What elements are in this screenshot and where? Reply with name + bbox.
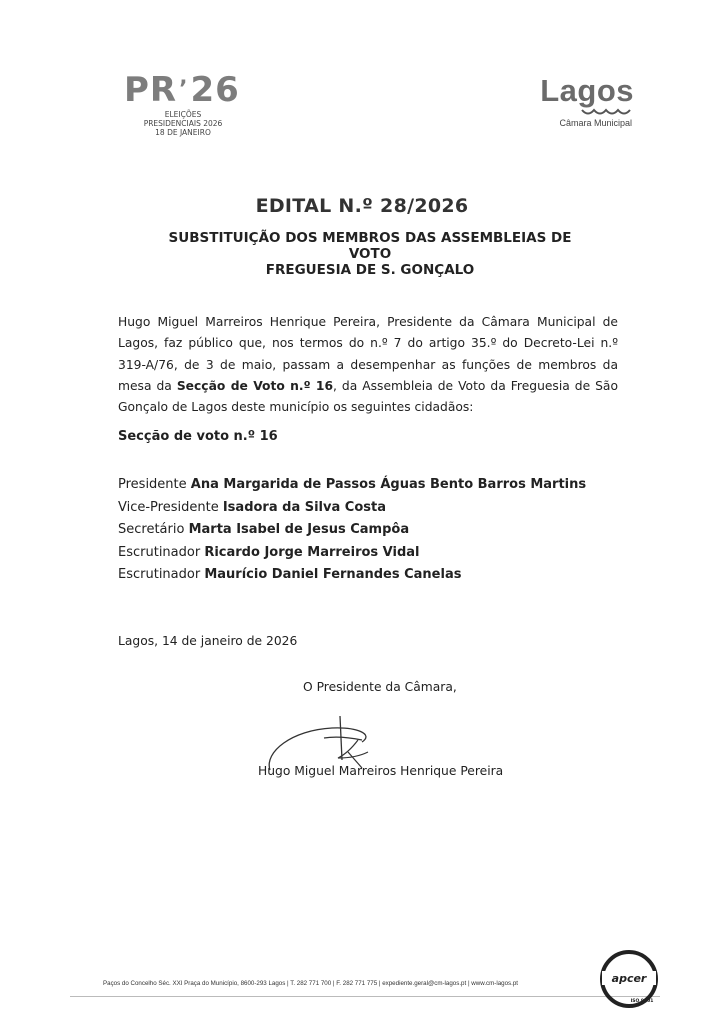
wave-icon xyxy=(580,107,636,117)
body-text-part1: Hugo Miguel Marreiros Henrique Pereira, Presidente da Câmara Municipal de Lagos, faz público que, nos termos do n.º 7 do artigo 35.º do Decreto-Lei n.º 319-A/76, de 3 de maio, passam a desempenhar as funções de membros da mesa da xyxy=(118,315,618,393)
document-title: EDITAL N.º 28/2026 xyxy=(255,195,469,217)
apcer-seal-icon xyxy=(596,948,662,1010)
municipality-logo-subtitle: Câmara Municipal xyxy=(559,118,632,128)
member-name: Ricardo Jorge Marreiros Vidal xyxy=(204,544,420,560)
body-paragraph xyxy=(118,312,618,418)
election-logo-line2: PRESIDENCIAIS 2026 xyxy=(143,119,223,128)
body-text-bold: Secção de Voto n.º 16 xyxy=(176,378,334,393)
election-logo-mark xyxy=(124,70,240,110)
election-logo-line3: 18 DE JANEIRO xyxy=(155,128,211,137)
document-subtitle xyxy=(140,230,600,278)
member-role: Escrutinador xyxy=(118,544,201,560)
election-logo-apostrophe: ’ xyxy=(179,77,189,102)
member-name: Isadora da Silva Costa xyxy=(222,499,386,515)
member-name: Ana Margarida de Passos Águas Bento Barros Martins xyxy=(190,477,587,492)
member-name: Marta Isabel de Jesus Campôa xyxy=(188,522,410,537)
signatory-name: Hugo Miguel Marreiros Henrique Pereira xyxy=(258,764,504,778)
subtitle-line-2: VOTO xyxy=(348,246,392,262)
closing-line: O Presidente da Câmara, xyxy=(303,680,457,694)
member-row xyxy=(118,497,586,520)
municipality-logo-word: Lagos xyxy=(540,73,634,108)
member-row xyxy=(118,542,586,565)
subtitle-line-1: SUBSTITUIÇÃO DOS MEMBROS DAS ASSEMBLEIAS DE xyxy=(168,230,572,246)
members-list xyxy=(118,474,586,587)
member-role: Secretário xyxy=(118,522,185,537)
member-role: Presidente xyxy=(118,477,187,492)
election-logo-pr: PR xyxy=(124,70,178,110)
election-logo-line1: ELEIÇÕES xyxy=(164,110,202,119)
member-row xyxy=(118,564,586,587)
apcer-seal-text: apcer xyxy=(611,972,647,985)
member-name: Maurício Daniel Fernandes Canelas xyxy=(204,567,462,582)
election-logo-number: 26 xyxy=(190,70,240,110)
member-row xyxy=(118,474,586,497)
document-date: Lagos, 14 de janeiro de 2026 xyxy=(118,634,298,648)
footer-contact: Paços do Concelho Séc. XXI Praça do Município, 8600-293 Lagos | T. 282 771 700 | F. 282 771 775 | expediente.geral@cm-lagos.pt | www.cm-lagos.pt xyxy=(103,980,519,987)
municipality-logo xyxy=(520,74,640,134)
member-role: Escrutinador xyxy=(118,567,201,582)
body-text-part2: , da Assembleia de Voto da Freguesia de São Gonçalo de Lagos deste município os seguintes cidadãos: xyxy=(118,378,618,415)
member-row xyxy=(118,519,586,542)
apcer-iso-text: ISO 9001 xyxy=(630,999,654,1004)
election-logo-caption xyxy=(118,110,248,137)
member-role: Vice-Presidente xyxy=(118,499,219,515)
footer-divider xyxy=(70,996,660,997)
election-logo xyxy=(118,70,248,140)
subtitle-line-3: FREGUESIA DE S. GONÇALO xyxy=(265,262,475,278)
section-heading: Secção de voto n.º 16 xyxy=(118,429,278,444)
